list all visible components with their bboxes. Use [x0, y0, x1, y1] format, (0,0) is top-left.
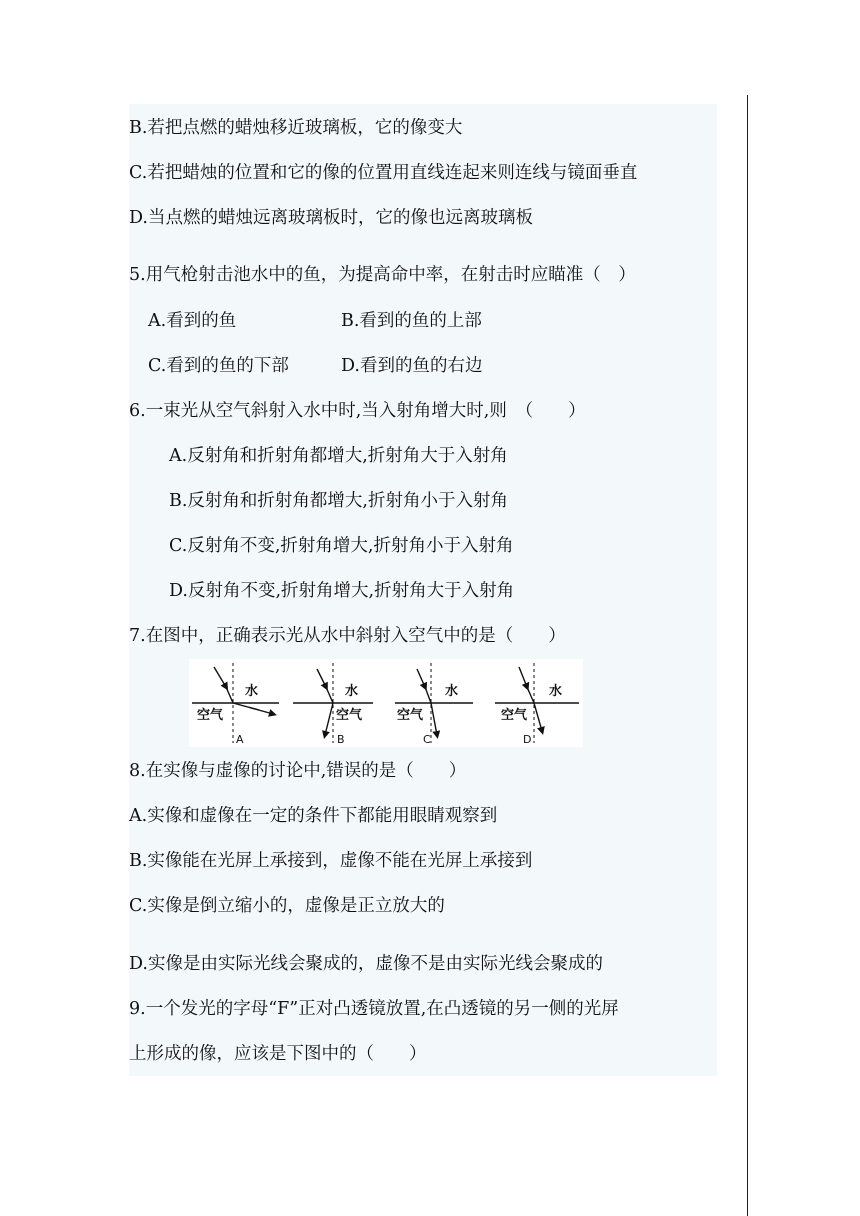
- q5-stem: 5.用气枪射击池水中的鱼，为提高命中率，在射击时应瞄准（ ）: [129, 265, 636, 285]
- diagram-a: [192, 663, 279, 746]
- q6-stem: 6.一束光从空气斜射入水中时,当入射角增大时,则 （ ）: [129, 401, 586, 421]
- q9-stem-line2: 上形成的像，应该是下图中的（ ）: [129, 1044, 427, 1064]
- q5-option-a: A.看到的鱼: [148, 311, 237, 331]
- q5-option-b: B.看到的鱼的上部: [341, 311, 482, 331]
- diagram-d: [495, 663, 579, 746]
- diagram-b: [293, 663, 373, 746]
- air-label: 空气: [336, 708, 363, 723]
- q7-stem: 7.在图中，正确表示光从水中斜射入空气中的是（ ）: [129, 626, 566, 646]
- diagram-d-label: D: [523, 733, 532, 746]
- q9-stem-line1: 9.一个发光的字母“F”正对凸透镜放置,在凸透镜的另一侧的光屏: [129, 999, 619, 1019]
- q6-option-a: A.反射角和折射角都增大,折射角大于入射角: [169, 446, 508, 466]
- q4-option-c: C.若把蜡烛的位置和它的像的位置用直线连起来则连线与镜面垂直: [129, 163, 638, 183]
- q6-option-d: D.反射角不变,折射角增大,折射角大于入射角: [169, 581, 515, 601]
- page-margin-rule: [747, 95, 748, 1216]
- air-label: 空气: [501, 708, 528, 723]
- water-label: 水: [245, 684, 259, 699]
- air-label: 空气: [197, 708, 224, 723]
- water-label: 水: [445, 684, 459, 699]
- q5-option-d: D.看到的鱼的右边: [341, 356, 483, 376]
- water-label: 水: [549, 684, 563, 699]
- diagram-c: [395, 663, 473, 746]
- q4-option-d: D.当点燃的蜡烛远离玻璃板时，它的像也远离玻璃板: [129, 208, 533, 228]
- q8-option-c: C.实像是倒立缩小的，虚像是正立放大的: [129, 896, 445, 916]
- question-sheet: [129, 104, 717, 1076]
- air-label: 空气: [397, 708, 424, 723]
- refraction-figure: [189, 659, 583, 747]
- diagram-c-label: C: [423, 733, 431, 746]
- q6-option-c: C.反射角不变,折射角增大,折射角小于入射角: [169, 536, 514, 556]
- q6-option-b: B.反射角和折射角都增大,折射角小于入射角: [169, 491, 508, 511]
- diagram-a-label: A: [236, 733, 244, 746]
- q4-option-b: B.若把点燃的蜡烛移近玻璃板，它的像变大: [129, 118, 463, 138]
- refraction-diagrams: [189, 659, 583, 747]
- q8-option-b: B.实像能在光屏上承接到，虚像不能在光屏上承接到: [129, 851, 533, 871]
- water-label: 水: [345, 684, 359, 699]
- diagram-b-label: B: [337, 733, 345, 746]
- q8-stem: 8.在实像与虚像的讨论中,错误的是（ ）: [129, 761, 467, 781]
- q8-option-d: D.实像是由实际光线会聚成的，虚像不是由实际光线会聚成的: [129, 954, 603, 974]
- q8-option-a: A.实像和虚像在一定的条件下都能用眼睛观察到: [129, 806, 498, 826]
- q5-option-c: C.看到的鱼的下部: [148, 356, 289, 376]
